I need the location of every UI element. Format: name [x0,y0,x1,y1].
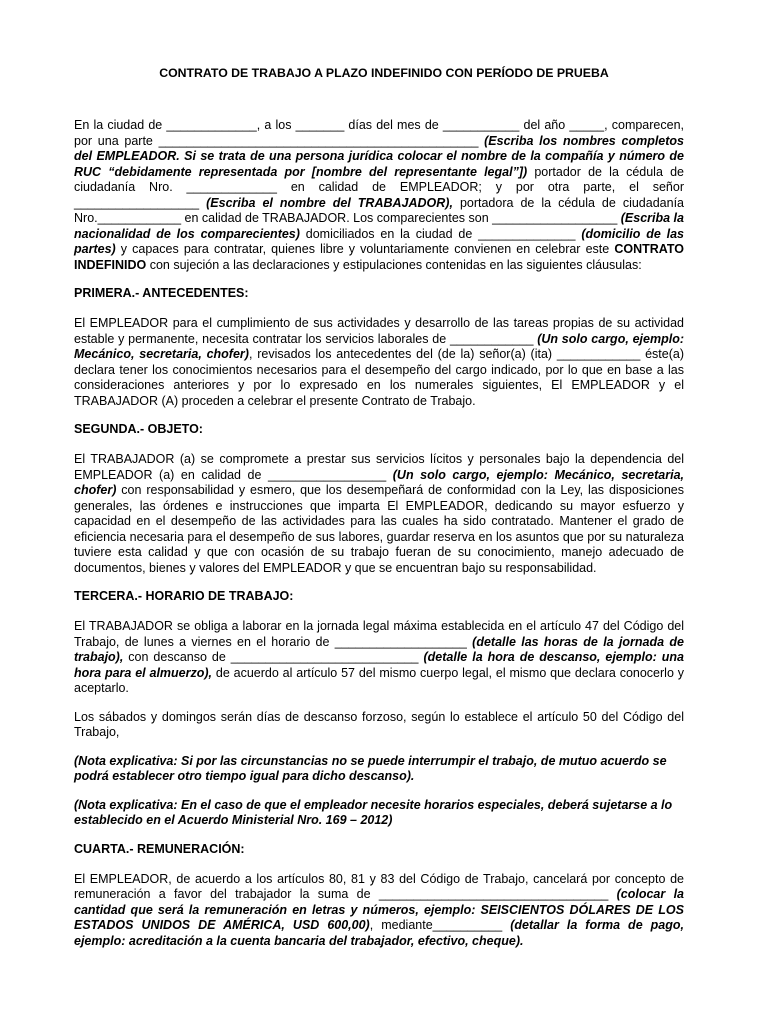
body-text: , mediante__________ [369,918,511,932]
section-heading: PRIMERA.- ANTECEDENTES: [74,286,249,300]
body-text: con sujeción a las declaraciones y estipulaciones contenidas en las siguientes cláusulas: [146,257,642,272]
section-paragraph [74,452,684,576]
section-heading: SEGUNDA.- OBJETO: [74,422,203,436]
body-text: El TRABAJADOR se obliga a laborar en la jornada legal máxima establecida en el artículo 47 del Código del Trabajo, de lunes a viernes en el horario de ___________________ [74,619,684,649]
intro-paragraph [74,118,684,273]
section-paragraph [74,872,684,950]
body-text: portadora de la cédula de ciudadanía Nro.____________ en calidad de TRABAJADOR. Los comparecientes son __________________ [74,195,684,225]
body-text: , revisados los antecedentes del (de la) señor(a) (ita) ____________ éste(a) declara tener los conocimientos necesarios para el desempeño del cargo indicado, por lo que en base a las consideraciones anteriores y por lo expresado en los numerales siguientes, El EMPLEADOR y el TRABAJADOR (A) proceden a celebrar el presente Contrato de Trabajo. [74,347,684,408]
instruction-text: (detalle la hora de descanso, ejemplo: una hora para el almuerzo), [74,650,684,680]
section-segunda [74,422,684,576]
instruction-text: (domicilio de las partes) [74,226,685,256]
section-primera [74,286,684,409]
body-text: El EMPLEADOR para el cumplimiento de sus actividades y desarrollo de las tareas propias de su actividad estable y permanente, necesita contratar los servicios laborales de ____________ [74,316,684,346]
explanatory-note: (Nota explicativa: En el caso de que el empleador necesite horarios especiales, deberá sujetarse a lo establecido en el Acuerdo Ministerial Nro. 169 – 2012) [74,797,673,827]
body-text: En la ciudad de _____________, a los _______ días del mes de ___________ del año _____, comparecen, por una parte ______________________________________________ [74,118,684,148]
explanatory-note: (Nota explicativa: Si por las circunstancias no se puede interrumpir el trabajo, de mutuo acuerdo se podrá establecer otro tiempo igual para dicho descanso). [74,753,667,783]
instruction-text: (Un solo cargo, ejemplo: Mecánico, secretaria, chofer) [74,331,684,361]
body-text: portador de la cédula de ciudadanía Nro. _____________ en calidad de EMPLEADOR; y por otra parte, el señor __________________ [74,164,684,210]
instruction-text: (Escriba los nombres completos del EMPLEADOR. Si se trata de una persona jurídica colocar el nombre de la compañía y número de RUC “debidamente representada por [nombre del representante legal”]) [74,133,685,179]
instruction-text: (detalle las horas de la jornada de trabajo), [74,634,684,664]
section-tercera [74,589,684,829]
instruction-text: (Escriba la nacionalidad de los comparecientes) [74,211,684,241]
instruction-text: (detallar la forma de pago, ejemplo: acreditación a la cuenta bancaria del trabajador, efectivo, cheque). [74,918,684,948]
section-paragraph [74,710,684,741]
instruction-text: (Un solo cargo, ejemplo: Mecánico, secretaria, chofer) [74,467,685,497]
body-text: de acuerdo al artículo 57 del mismo cuerpo legal, el mismo que declara conocerlo y aceptarlo. [74,665,685,695]
body-text: domiciliados en la ciudad de ______________ [299,226,582,241]
body-text: con responsabilidad y esmero, que los desempeñará de conformidad con la Ley, las disposiciones generales, las órdenes e instrucciones que imparta El EMPLEADOR, dedicando su mayor esfuerzo y capacidad en el desempeño de las actividades para las cuales ha sido contratado. Mantener el grado de eficiencia necesaria para el desempeño de sus labores, guardar reserva en los asuntos que por su naturaleza tuviere esta calidad y que con ocasión de su trabajo fueran de su conocimiento, manejo adecuado de documentos, bienes y valores del EMPLEADOR y que se encuentran bajo su responsabilidad. [74,483,684,575]
section-paragraph [74,316,684,409]
section-cuarta [74,842,684,950]
section-heading: CUARTA.- REMUNERACIÓN: [74,841,245,856]
body-text: y capaces para contratar, quienes libre y voluntariamente convienen en celebrar este [115,242,615,256]
document-title: CONTRATO DE TRABAJO A PLAZO INDEFINIDO CON PERÍODO DE PRUEBA [159,66,609,80]
bold-text: CONTRATO INDEFINIDO [74,242,684,272]
instruction-text: (Escriba el nombre del TRABAJADOR), [206,195,453,210]
body-text: con descanso de ___________________________ [123,650,424,664]
body-text: El EMPLEADOR, de acuerdo a los artículos 80, 81 y 83 del Código de Trabajo, cancelará por concepto de remuneración a favor del trabajador la suma de _________________________________ [74,871,684,901]
instruction-text: (colocar la cantidad que será la remuneración en letras y números, ejemplo: SEISCIENTOS DÓLARES DE LOS ESTADOS UNIDOS DE AMÉRICA, USD 600,00) [74,887,684,932]
section-heading: TERCERA.- HORARIO DE TRABAJO: [74,589,294,603]
body-text: El TRABAJADOR (a) se compromete a prestar sus servicios lícitos y personales bajo la dependencia del EMPLEADOR (a) en calidad de _________________ [74,452,684,482]
body-text: Los sábados y domingos serán días de descanso forzoso, según lo establece el artículo 50 del Código del Trabajo, [74,709,684,739]
section-paragraph [74,619,684,697]
